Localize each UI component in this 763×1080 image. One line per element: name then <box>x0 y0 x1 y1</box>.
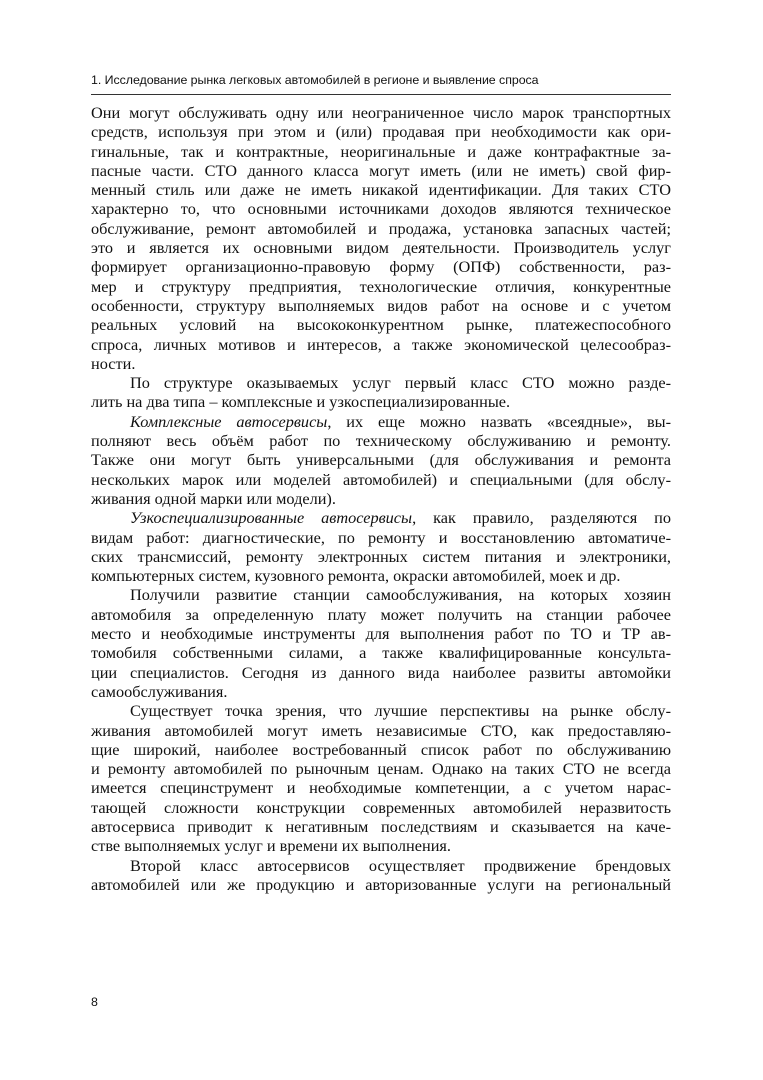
text-line: щие широкий, наиболее востребованный список работ по обслуживанию <box>91 739 671 759</box>
paragraph <box>91 373 671 412</box>
text-line: и ремонту автомобилей по рыночным ценам. Однако на таких СТО не всегда <box>91 759 671 779</box>
running-header: 1. Исследование рынка легковых автомобилей в регионе и выявление спроса <box>91 73 539 87</box>
paragraph <box>91 856 671 895</box>
text-line: нескольких марок или моделей автомобилей) и специальными (для обслу- <box>91 469 671 489</box>
italic-term: Комплексные автосервисы <box>130 411 328 431</box>
text-line: Второй класс автосервисов осуществляет продвижение брендовых <box>130 855 671 875</box>
text-line: мер и структуру предприятия, технологические отличия, конкурентные <box>91 276 671 296</box>
text-line: живания одной марки или модели). <box>91 488 336 508</box>
text-line: гинальные, так и контрактные, неоригинальные и даже контрафактные за- <box>91 141 671 161</box>
text-line: автомобилей или же продукцию и авторизованные услуги на региональный <box>91 874 671 894</box>
paragraph <box>91 412 671 508</box>
text-line: это и является их основными видом деятельности. Производитель услуг <box>91 238 671 258</box>
text-line: Также они могут быть универсальными (для обслуживания и ремонта <box>91 450 671 470</box>
paragraph <box>91 585 671 701</box>
text-line: Существует точка зрения, что лучшие перспективы на рынке обслу- <box>130 701 671 721</box>
text-line: ции специалистов. Сегодня из данного вида наиболее развиты автомойки <box>91 662 671 682</box>
page-number: 8 <box>91 995 98 1009</box>
paragraph <box>91 103 671 373</box>
text-line: обслуживание, ремонт автомобилей и продажа, установка запасных частей; <box>91 218 671 238</box>
text-line: формирует организационно-правовую форму (ОПФ) собственности, раз- <box>91 257 671 277</box>
paragraph <box>91 508 671 585</box>
text-fragment: , как правило, разделяются по <box>412 508 671 528</box>
italic-term: Узкоспециализированные автосервисы <box>130 508 413 528</box>
text-fragment: , их еще можно назвать «всеядные», вы- <box>327 411 671 431</box>
text-line: компьютерных систем, кузовного ремонта, окраски автомобилей, моек и др. <box>91 566 621 586</box>
text-line: тающей сложности конструкции современных автомобилей неразвитость <box>91 797 671 817</box>
text-line: характерно то, что основными источниками доходов являются техническое <box>91 199 671 219</box>
text-line: самообслуживания. <box>91 681 228 701</box>
text-line: лить на два типа – комплексные и узкоспециализированные. <box>91 392 511 412</box>
text-line: пасные части. СТО данного класса могут иметь (или не иметь) свой фир- <box>91 160 671 180</box>
text-line: ских трансмиссий, ремонту электронных систем питания и электроники, <box>91 546 671 566</box>
text-line: менный стиль или даже не иметь никакой идентификации. Для таких СТО <box>91 180 671 200</box>
text-line: ности. <box>91 353 136 373</box>
text-line: особенности, структуру выполняемых видов работ на основе и с учетом <box>91 295 671 315</box>
text-line <box>91 412 671 431</box>
text-line: живания автомобилей могут иметь независимые СТО, как предоставляю- <box>91 720 671 740</box>
text-line: автосервиса приводит к негативным последствиям и сказывается на каче- <box>91 816 671 836</box>
text-line: автомобиля за определенную плату может получить на станции рабочее <box>91 604 671 624</box>
text-line: спроса, личных мотивов и интересов, а также экономической целесообраз- <box>91 334 671 354</box>
text-line: томобиля собственными силами, а также квалифицированные консульта- <box>91 643 671 663</box>
text-line: По структуре оказываемых услуг первый класс СТО можно разде- <box>130 373 671 393</box>
paragraph <box>91 701 671 855</box>
text-line: реальных условий на высококонкурентном рынке, платежеспособного <box>91 315 671 335</box>
text-line: место и необходимые инструменты для выполнения работ по ТО и ТР ав- <box>91 624 671 644</box>
text-line: видам работ: диагностические, по ремонту и восстановлению автоматиче- <box>91 527 671 547</box>
text-line: стве выполняемых услуг и времени их выполнения. <box>91 836 451 856</box>
page-body <box>91 103 671 894</box>
text-line: Они могут обслуживать одну или неограниченное число марок транспортных <box>91 103 671 122</box>
text-line: средств, используя при этом и (или) продавая при необходимости как ори- <box>91 122 671 142</box>
header-divider <box>91 94 671 95</box>
text-line: Получили развитие станции самообслуживания, на которых хозяин <box>130 585 671 605</box>
text-line <box>91 508 671 527</box>
text-line: имеется специнструмент и необходимые компетенции, а с учетом нарас- <box>91 778 671 798</box>
text-line: полняют весь объём работ по техническому обслуживанию и ремонту. <box>91 431 671 451</box>
